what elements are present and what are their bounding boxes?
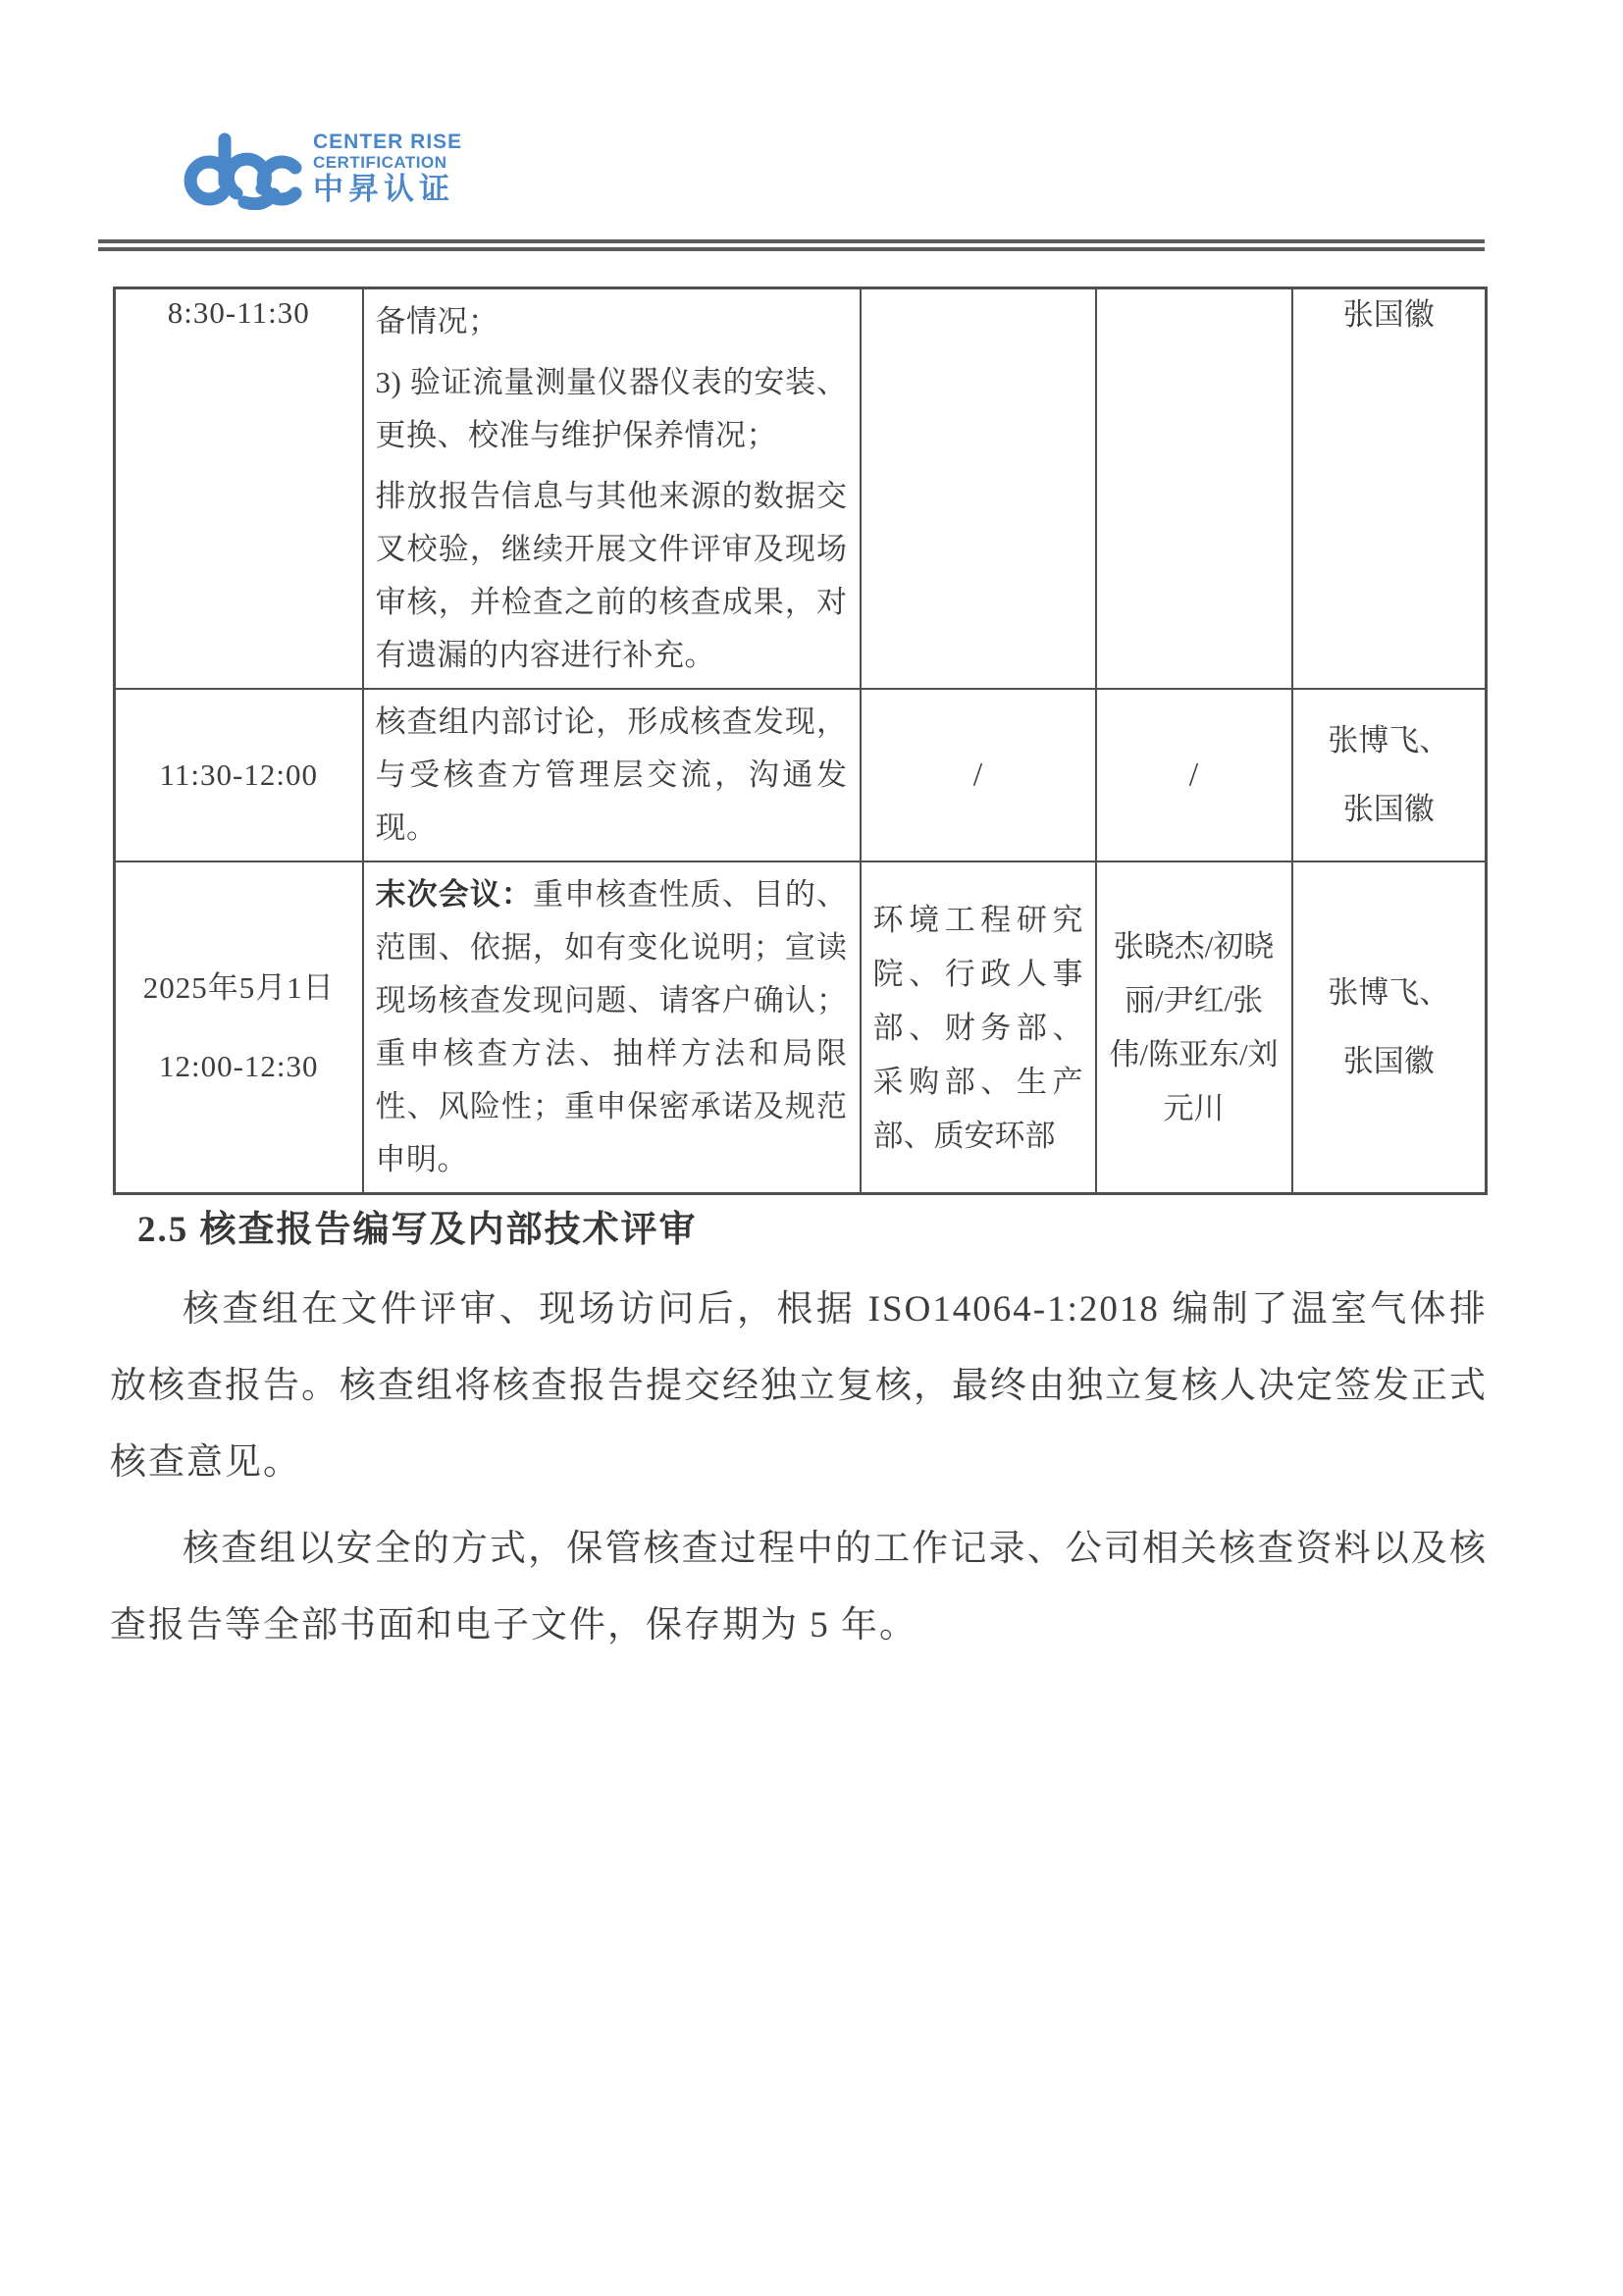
crc-logo <box>180 131 462 210</box>
activity-lead-bold: 末次会议： <box>375 877 534 912</box>
body-paragraph: 核查组在文件评审、现场访问后，根据 ISO14064-1:2018 编制了温室气体排放核查报告。核查组将核查报告提交经独立复核，最终由独立复核人决定签发正式核查意见。 <box>110 1289 1488 1483</box>
time-cell: 8:30-11:30 <box>115 288 363 690</box>
verifier-cell <box>1292 861 1487 1194</box>
time-cell: 11:30-12:00 <box>115 689 363 861</box>
participants-cell <box>1096 288 1292 690</box>
activity-paragraph: 排放报告信息与其他来源的数据交叉校验，继续开展文件评审及现场审核，并检查之前的核查成果，对有遗漏的内容进行补充。 <box>375 479 848 672</box>
verifier-name: 张博飞、 <box>1328 723 1450 757</box>
table-row-discussion <box>115 689 1487 861</box>
activity-paragraph <box>376 868 848 1186</box>
participants-cell: 张晓杰/初晓丽/尹红/张伟/陈亚东/刘元川 <box>1096 861 1292 1194</box>
table-row-morning <box>115 288 1487 690</box>
activity-cell <box>363 288 861 690</box>
participants-cell: / <box>1096 689 1292 861</box>
activity-paragraph: 3) 验证流量测量仪器仪表的安装、更换、校准与维护保养情况； <box>375 365 848 452</box>
verifier-cell <box>1292 689 1487 861</box>
department-cell: / <box>861 689 1096 861</box>
logo-name-line1: CENTER RISE <box>313 130 463 153</box>
header-double-rule-bottom <box>98 247 1485 251</box>
logo-name-chinese: 中昇认证 <box>313 172 454 206</box>
header-double-rule-top <box>98 239 1485 243</box>
schedule-table <box>113 287 1488 1195</box>
date-line: 2025年5月1日 <box>142 970 335 1005</box>
verifier-name: 张国徽 <box>1342 792 1435 826</box>
activity-text: 重申核查性质、目的、范围、依据，如有变化说明；宣读现场核查发现问题、请客户确认；重申核查方法、抽样方法和局限性、风险性；重申保密承诺及规范申明。 <box>375 877 848 1176</box>
crc-logo-text <box>313 131 462 204</box>
activity-paragraph: 核查组内部讨论，形成核查发现，与受核查方管理层交流，沟通发现。 <box>375 704 848 845</box>
crc-logo-monogram <box>180 131 303 210</box>
verifier-name: 张国徽 <box>1342 1044 1435 1078</box>
activity-cell <box>363 689 861 861</box>
activity-cell <box>363 861 861 1194</box>
body-paragraph: 核查组以安全的方式，保管核查过程中的工作记录、公司相关核查资料以及核查报告等全部书面和电子文件，保存期为 5 年。 <box>110 1529 1488 1645</box>
logo-name-line2: CERTIFICATION <box>313 153 447 172</box>
department-cell <box>861 288 1096 690</box>
department-cell: 环境工程研究院、行政人事部、财务部、采购部、生产部、质安环部 <box>861 861 1096 1194</box>
verifier-cell: 张国徽 <box>1292 288 1487 690</box>
section-body <box>110 1272 1488 1664</box>
table-row-closing-meeting <box>115 861 1487 1194</box>
time-line: 12:00-12:30 <box>158 1049 319 1083</box>
activity-paragraph: 备情况； <box>375 304 499 339</box>
time-cell <box>115 861 363 1194</box>
section-heading: 2.5 核查报告编写及内部技术评审 <box>137 1210 698 1250</box>
verifier-name: 张博飞、 <box>1328 975 1450 1010</box>
